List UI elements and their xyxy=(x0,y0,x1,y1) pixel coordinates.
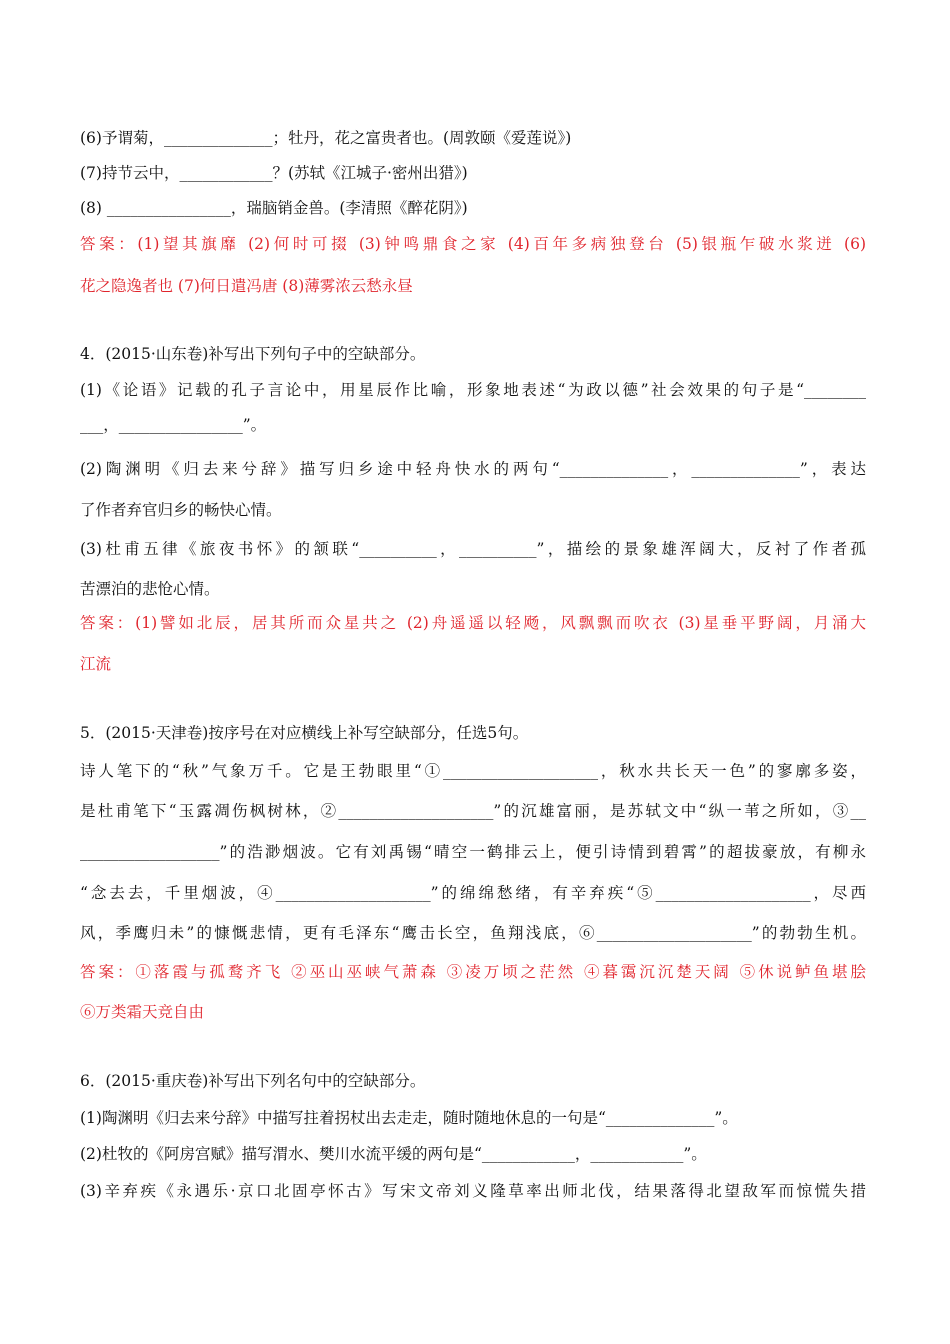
q4-item-3-line-2: 苦漂泊的悲怆心情。 xyxy=(80,580,220,598)
q6-title: 6．(2015·重庆卷)补写出下列名句中的空缺部分。 xyxy=(80,1072,426,1090)
q6-item-1: (1)陶渊明《归去来兮辞》中描写拄着拐杖出去走走，随时随地休息的一句是“______________”。 xyxy=(80,1109,738,1127)
q5-title: 5．(2015·天津卷)按序号在对应横线上补写空缺部分，任选5句。 xyxy=(80,724,529,742)
prev-answer-line-2: 花之隐逸者也 (7)何日遣冯唐 (8)薄雾浓云愁永昼 xyxy=(80,277,413,295)
prev-item-6: (6)予谓菊，______________；牡丹，花之富贵者也。(周敦颐《爱莲说》) xyxy=(80,129,572,147)
q5-answer-line-1: 答案：①落霞与孤鹜齐飞 ②巫山巫峡气萧森 ③凌万顷之茫然 ④暮霭沉沉楚天阔 ⑤休说鲈鱼堪脍 xyxy=(80,963,866,981)
q5-para-line-5: 风，季鹰归未”的慷慨悲情，更有毛泽东“鹰击长空，鱼翔浅底，⑥____________________”的勃勃生机。 xyxy=(80,924,866,942)
q4-item-1-line-2: ___，________________”。 xyxy=(80,416,267,434)
prev-item-7: (7)持节云中，____________？(苏轼《江城子·密州出猎》) xyxy=(80,164,468,182)
q4-answer-line-2: 江流 xyxy=(80,655,112,673)
q5-para-line-4: “念去去，千里烟波，④____________________”的绵绵愁绪，有辛弃疾“⑤____________________，尽西 xyxy=(80,884,866,902)
q4-title: 4．(2015·山东卷)补写出下列句子中的空缺部分。 xyxy=(80,345,426,363)
q6-item-3-line-1: (3)辛弃疾《永遇乐·京口北固亭怀古》写宋文帝刘义隆草率出师北伐，结果落得北望敌军而惊慌失措 xyxy=(80,1182,866,1200)
prev-item-8: (8) ________________，瑞脑销金兽。(李清照《醉花阴》) xyxy=(80,199,468,217)
q4-item-1-line-1: (1)《论语》记载的孔子言论中，用星辰作比喻，形象地表述“为政以德”社会效果的句子是“________ xyxy=(80,381,866,399)
q5-para-line-1: 诗人笔下的“秋”气象万千。它是王勃眼里“①____________________，秋水共长天一色”的寥廓多姿， xyxy=(80,762,866,780)
q4-item-2-line-1: (2)陶渊明《归去来兮辞》描写归乡途中轻舟快水的两句“______________，______________”，表达 xyxy=(80,460,866,478)
prev-answer-line-1: 答案：(1)望其旗靡 (2)何时可掇 (3)钟鸣鼎食之家 (4)百年多病独登台 (5)银瓶乍破水浆迸 (6) xyxy=(80,235,866,253)
q5-answer-line-2: ⑥万类霜天竞自由 xyxy=(80,1003,205,1021)
q4-answer-line-1: 答案：(1)譬如北辰，居其所而众星共之 (2)舟遥遥以轻飏，风飘飘而吹衣 (3)星垂平野阔，月涌大 xyxy=(80,614,866,632)
q6-item-2: (2)杜牧的《阿房宫赋》描写渭水、樊川水流平缓的两句是“____________，____________”。 xyxy=(80,1145,707,1163)
q5-para-line-3: __________________”的浩渺烟波。它有刘禹锡“晴空一鹤排云上，便引诗情到碧霄”的超拔豪放，有柳永 xyxy=(80,843,866,861)
q5-para-line-2: 是杜甫笔下“玉露凋伤枫树林，②____________________”的沉雄富丽，是苏轼文中“纵一苇之所如，③__ xyxy=(80,802,866,820)
q4-item-2-line-2: 了作者弃官归乡的畅快心情。 xyxy=(80,501,282,519)
q4-item-3-line-1: (3)杜甫五律《旅夜书怀》的颔联“__________，__________”，描绘的景象雄浑阔大，反衬了作者孤 xyxy=(80,540,866,558)
